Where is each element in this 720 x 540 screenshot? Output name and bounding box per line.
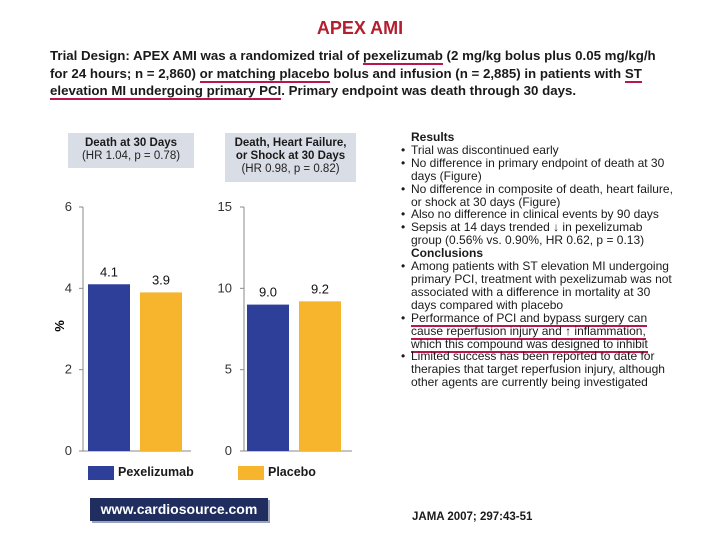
results-list [401,144,676,247]
conclusions-list [401,260,676,389]
chart-composite-30d [218,199,352,458]
citation: JAMA 2007; 297:43-51 [412,511,533,523]
results-item: • No difference in composite of death, heart failure, or shock at 30 days (Figure) [401,183,676,209]
panel2-stat: (HR 0.98, p = 0.82) [241,163,340,175]
legend-label-placebo: Placebo [268,465,316,479]
design-part-4: . Primary endpoint was death through 30 days. [281,83,577,98]
y-tick-label: 10 [217,280,232,296]
y-tick-label: 6 [64,199,72,214]
design-part-2: (2 mg/kg bolus plus 0.05 mg/kg/h for 24 hours; n = 2,860) [50,48,656,81]
design-underline-drug: pexelizumab [363,48,443,63]
conclusions-item: • Among patients with ST elevation MI undergoing primary PCI, treatment with pexelizumab was not associated with a difference in mortality at 30 days compared with placebo [401,260,676,312]
data-label: 9.2 [310,281,330,297]
design-underline-population: ST elevation MI undergoing primary PCI [50,65,642,98]
legend-label-pexelizumab: Pexelizumab [118,465,194,479]
panel2-heading-line2: or Shock at 30 Days [235,150,346,162]
y-axis-label: % [52,320,67,332]
results-item: • Also no difference in clinical events by 90 days [401,208,676,221]
conclusions-heading: Conclusions [411,246,484,261]
chart-death-30d [65,199,191,458]
bar-pexelizumab [247,305,289,451]
y-tick-label: 4 [64,280,72,296]
design-part-3: bolus and infusion (n = 2,885) in patients with [329,65,625,81]
data-label: 9.0 [258,284,278,300]
results-item: • Sepsis at 14 days trended ↓ in pexelizumab group (0.56% vs. 0.90%, HR 0.62, p = 0.13) [401,221,676,247]
data-label: 4.1 [99,264,119,280]
conclusions-item-highlighted [401,312,676,351]
bar-pexelizumab [88,284,130,451]
panel1-heading: Death at 30 Days [84,137,178,149]
results-item: • Trial was discontinued early [401,144,676,157]
results-conclusions-panel [401,131,676,389]
y-tick-label: 5 [224,361,232,377]
design-part-1: Trial Design: APEX AMI was a randomized trial of [50,48,364,63]
bar-placebo [299,301,341,451]
bar-placebo [140,292,182,451]
data-label: 3.9 [151,272,171,288]
slide-title: APEX AMI [316,18,404,38]
conclusions-item: • Limited success has been reported to date for therapies that target reperfusion injury, although other agents are currently being investigated [401,350,676,389]
cardiosource-logo: www.cardiosource.com [90,498,268,521]
y-tick-label: 15 [217,199,232,214]
legend-swatch-pexelizumab [88,466,114,480]
design-underline-placebo: or matching placebo [199,65,330,81]
y-tick-label: 0 [64,443,72,458]
y-tick-label: 2 [64,361,72,377]
panel1-stat: (HR 1.04, p = 0.78) [81,150,181,162]
y-tick-label: 0 [224,443,232,458]
panel2-heading-line1: Death, Heart Failure, [234,137,347,149]
legend-swatch-placebo [238,466,264,480]
results-item: • No difference in primary endpoint of death at 30 days (Figure) [401,157,676,183]
results-heading: Results [411,130,455,144]
highlighted-text: Performance of PCI and bypass surgery can cause reperfusion injury and ↑ inflammation, which this compound was designed to inhibit [411,310,648,351]
